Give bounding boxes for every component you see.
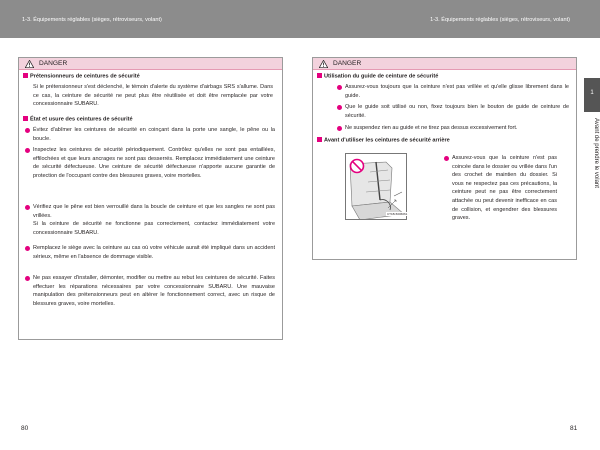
bullet-dot xyxy=(444,156,449,161)
warning-triangle-icon xyxy=(319,60,328,68)
bullet-dot xyxy=(25,148,30,153)
bullet-text: Assurez-vous toujours que la ceinture n'est pas vrillée et qu'elle glisse librement dans le guide. xyxy=(345,84,569,99)
bullet-text: Ne pas essayer d'installer, démonter, modifier ou mettre au rebut les ceintures de sécurité. Faites effectuer les réparations nécessaires par votre concessionnaire SUBARU. Une mauvaise manipulation des prétensionneurs peut en altérer le fonctionnement correct, avec un risque de blessures graves, voire mortelles. xyxy=(33,275,275,307)
section-title-text: État et usure des ceintures de sécurité xyxy=(30,116,133,123)
bullet-dot xyxy=(25,246,30,251)
bullet-item xyxy=(25,274,275,308)
section-title-text: Prétensionneurs de ceintures de sécurité xyxy=(30,73,140,80)
bullet-dot xyxy=(25,276,30,281)
section-square-marker xyxy=(23,73,28,78)
bullet-note: Si la ceinture de sécurité ne fonctionne pas correctement, contactez immédiatement votre concessionnaire SUBARU. xyxy=(33,221,275,236)
bullet-dot xyxy=(337,126,342,131)
danger-label: DANGER xyxy=(39,60,68,68)
page-number-left: 80 xyxy=(21,425,29,432)
bullet-dot xyxy=(25,205,30,210)
chapter-number: 1 xyxy=(590,90,594,96)
header-left-title: 1-3. Équipements réglables (sièges, rétroviseurs, volant) xyxy=(22,17,162,23)
bullet-item xyxy=(337,83,569,100)
bullet-text: Remplacez le siège avec la ceinture au cas où votre véhicule aurait été impliqué dans un accident sérieux, même en l'absence de dommage visible. xyxy=(33,245,275,260)
bullet-item xyxy=(25,203,275,237)
danger-header xyxy=(313,58,576,70)
page-number-right: 81 xyxy=(570,425,578,432)
chapter-label: Avant de prendre le volant xyxy=(593,118,599,188)
danger-box-left xyxy=(18,57,283,340)
section-title-text: Avant d'utiliser les ceintures de sécurité arrière xyxy=(324,137,450,144)
section-square-marker xyxy=(23,116,28,121)
section-square-marker xyxy=(317,73,322,78)
bullet-text: Que le guide soit utilisé ou non, fixez toujours bien le bouton de guide de ceinture de sécurité. xyxy=(345,104,569,119)
warning-triangle-icon xyxy=(25,60,34,68)
rear-seat-illustration xyxy=(346,154,407,220)
bullet-dot xyxy=(25,128,30,133)
section-title xyxy=(23,116,133,123)
bullet-item xyxy=(25,244,275,261)
section-title xyxy=(23,73,140,80)
bullet-text: Assurez-vous que la ceinture n'est pas coincée dans le dossier ou vrillée dans l'un des crochet de maintien du dossier. Si vous ne respectez pas ces précautions, la ceinture peut ne pas être correctement attachée ou peut devenir inefficace en cas de collision, et engendrer des blessures graves. xyxy=(452,155,557,222)
illustration-code: CT1B-5006061 xyxy=(387,212,408,216)
illustration-rear-seat-belt xyxy=(345,153,407,220)
bullet-text: Inspectez les ceintures de sécurité périodiquement. Contrôlez qu'elles ne sont pas entaillées, effilochées et que leurs ancrages ne sont pas desserrés. Remplacez immédiatement une ceinture de sécurité défectueuse. Une ceinture de sécurité défectueuse n'apporte aucune garantie de protection de l'occupant contre des blessures graves, voire mortelles. xyxy=(33,147,275,179)
bullet-text: Vérifiez que le pêne est bien verrouillé dans la boucle de ceinture et que les sangles ne sont pas vrillées. xyxy=(33,204,275,219)
bullet-item xyxy=(25,126,275,143)
bullet-item xyxy=(25,146,275,180)
danger-label: DANGER xyxy=(333,60,362,68)
section-title xyxy=(317,137,450,144)
no-entry-icon xyxy=(351,160,364,173)
bullet-item xyxy=(444,154,557,223)
paragraph: Si le prétensionneur s'est déclenché, le témoin d'alerte du système d'airbags SRS s'allume. Dans ce cas, la ceinture de sécurité ne peut plus être réutilisée et doit être remplacée par votre concessionnaire SUBARU. xyxy=(33,84,273,108)
section-title xyxy=(317,73,438,80)
bullet-text: Évitez d'abîmer les ceintures de sécurité en coinçant dans la porte une sangle, le pêne ou la boucle. xyxy=(33,127,275,142)
bullet-dot xyxy=(337,85,342,90)
section-title-text: Utilisation du guide de ceinture de sécurité xyxy=(324,73,439,80)
section-square-marker xyxy=(317,137,322,142)
bullet-item xyxy=(337,103,569,120)
bullet-text: Ne suspendez rien au guide et ne tirez pas dessus excessivement fort. xyxy=(345,125,518,131)
header-right-title: 1-3. Équipements réglables (sièges, rétroviseurs, volant) xyxy=(430,17,570,23)
bullet-item xyxy=(337,124,569,133)
bullet-dot xyxy=(337,105,342,110)
danger-header xyxy=(19,58,282,70)
